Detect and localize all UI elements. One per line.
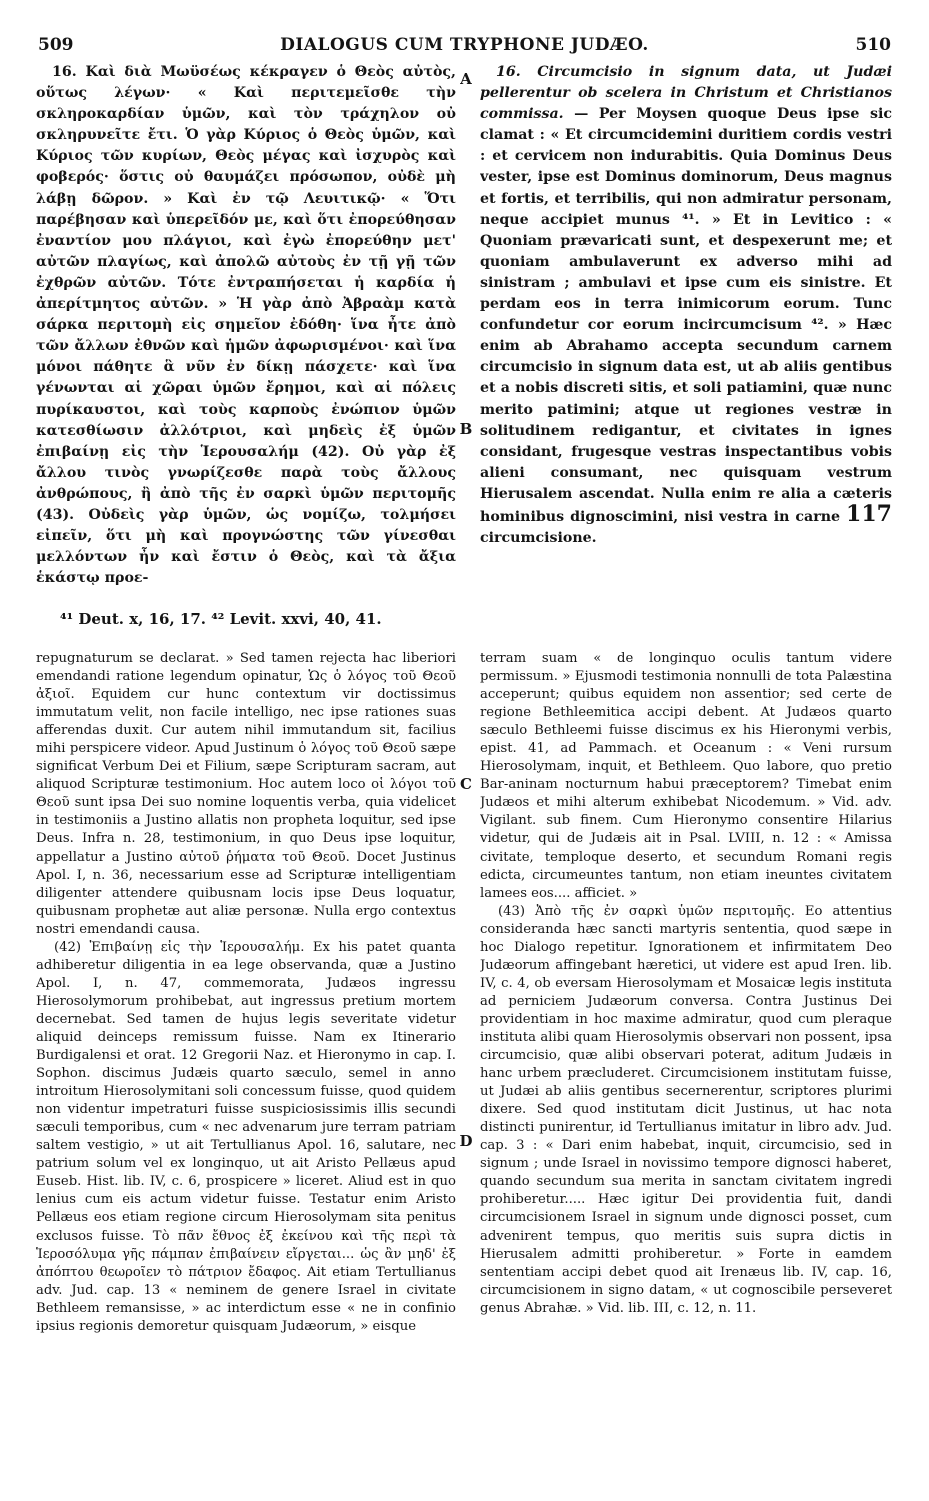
latin-paragraph — [480, 62, 892, 549]
commentary-paragraph: repugnaturum se declarat. » Sed tamen rejecta hac liberiori emendandi ratione legendum opinatur, Ὡς ὁ λόγος τοῦ Θεοῦ ἀξιοῖ. Equidem cur hunc contextum vir doctissimus immutatum velit, non facile intelligo, nec ipse rationes suas afferendas duxit. Cur autem nihil immutandum sit, facilius mihi perspicere videor. Apud Justinum ὁ λόγος τοῦ Θεοῦ sæpe significat Verbum Dei et Filium, sæpe Scripturam sacram, aut aliquod Scripturæ testimonium. Hoc autem loco οἱ λόγοι τοῦ Θεοῦ sunt ipsa Dei suo nomine loquentis verba, quia videlicet in testimoniis a Justino allatis non propheta loquitur, sed ipse Deus. Infra n. 28, testimonium, in quo Deus ipse loquitur, appellatur a Justino αὐτοῦ ῥήματα τοῦ Θεοῦ. Docet Justinus Apol. I, n. 36, necessarium esse ad Scripturæ intelligentiam diligenter attendere quibusnam locis ipse Deus loquatur, quibusnam prophetæ aut aliæ personæ. Nulla ergo contextus nostri emendandi causa. — [36, 651, 456, 937]
commentary-right-column — [480, 650, 892, 1495]
page-number-left: 509 — [38, 35, 74, 55]
latin-section-heading: 16. Circumcisio in signum data, ut Judæi pellerentur ob scelera in Christum et Christianos commissa. — [480, 64, 892, 123]
latin-body: — Per Moysen quoque Deus ipse sic clamat : « Et circumcidemini duritiem cordis vestri : et cervicem non indurabitis. Quia Dominus Deus vester, ipse est Dominus dominorum, Deus magnus et fortis, et terribilis, qui non admiratur personam, neque accipiet munus ⁴¹. » Et in Levitico : « Quoniam prævaricati sunt, et despexerunt me; et quoniam ambulaverunt ex adverso mihi ad sinistram ; ambulavi et ipse cum eis sinistre. Et perdam eos in terra inimicorum eorum. Tunc confundetur cor eorum incircumcisum ⁴². » Hæc enim ab Abrahamo accepta secundum carnem circumcisio in signum data est, ut ab aliis gentibus et a nobis discreti sitis, et soli patiamini, quæ nunc merito patimini; atque ut regiones vestræ in solitudinem redigantur, et civitates in ignes considant, frugesque vestras inspectantibus vobis alieni consumant, nec quisquam vestrum Hierusalem ascendat. Nulla enim re alia a cæteris hominibus dignoscimini, nisi vestra in carne — [480, 106, 892, 525]
commentary-paragraph: (43) Ἀπὸ τῆς ἐν σαρκὶ ὑμῶν περιτομῆς. Eo attentius consideranda hæc sancti martyris sententia, quod sæpe in hoc Dialogo repetitur. Ignorationem et infirmitatem Deo Judæorum affingebant hæretici, ut videre est apud Iren. lib. IV, c. 4, ob eversam Hierosolymam et Mosaicæ legis instituta ad perniciem Judæorum conversa. Contra Justinus Dei providentiam in hoc maxime admiratur, quod cum pleraque instituta alibi quam Hierosolymis observari non possent, ipsa circumcisio, quæ alibi observari poterat, aditum Judæis in hanc urbem præcluderet. Circumcisionem institutam fuisse, ut Judæi ab aliis gentibus secernerentur, scriptores plurimi dixere. Sed quod institutam dicit Justinus, ut hac nota distincti punirentur, id Tertullianus imitatur in libro adv. Jud. cap. 3 : « Dari enim habebat, inquit, circumcisio, sed in signum ; unde Israel in novissimo tempore dignosci haberet, quando secundum sua merita in sanctam civitatem ingredi prohiberetur..... Hæc igitur Dei providentia fuit, dandi circumcisionem Israel in signum unde dignosci posset, cum advenirent tempus, quo meritis suis supra dictis in Hierusalem admitti prohiberetur. » Forte in eamdem sententiam accipi debet quod ait Irenæus lib. IV, cap. 16, circumcisionem in signo datam, « ut cognoscibile perseveret genus Abrahæ. » Vid. lib. III, c. 12, n. 11. — [480, 903, 892, 1316]
margin-marker-c: C — [460, 775, 472, 793]
margin-marker-a: A — [460, 70, 472, 88]
footnote: ⁴¹ Deut. x, 16, 17. ⁴² Levit. xxvi, 40, 41. — [60, 610, 382, 628]
running-title: DIALOGUS CUM TRYPHONE JUDÆO. — [280, 35, 649, 55]
commentary-left-column — [36, 650, 456, 1495]
commentary-paragraph: (42) Ἐπιβαίνῃ εἰς τὴν Ἱερουσαλήμ. Ex his patet quanta adhiberetur diligentia in ea lege observanda, quæ a Justino Apol. I, n. 47, commemorata, Judæos ingressu Hierosolymorum prohibebat, aut ingressus pretium mortem decernebat. Sed tamen de hujus legis severitate videtur aliquid deinceps remissum fuisse. Nam ex Itinerario Burdigalensi et orat. 12 Gregorii Naz. et Hieronymo in cap. I. Sophon. discimus Judæis quarto sæculo, semel in anno introitum Hierosolymitani soli concessum fuisse, quod quidem non videntur impetraturi fuisse suspiciosissimis illis secundi sæculi temporibus, cum « nec advenarum jure terram patriam saltem vestigio, » ut ait Tertullianus Apol. 16, salutare, nec patrium solum vel ex longinquo, ut ait Aristo Pellæus apud Euseb. Hist. lib. IV, c. 6, prospicere » liceret. Aliud est in quo lenius cum eis actum videtur fuisse. Testatur enim Aristo Pellæus eos etiam regione circum Hierosolymam sita penitus exclusos fuisse. Τὸ πᾶν ἔθνος ἐξ ἐκείνου καὶ τῆς περὶ τὰ Ἱεροσόλυμα γῆς πάμπαν ἐπιβαίνειν εἴργεται... ὡς ἂν μηδ' ἐξ ἀπόπτου θεωροῖεν τὸ πάτριον ἔδαφος. Ait etiam Tertullianus adv. Jud. cap. 13 « neminem de genere Israel in civitate Bethleem remansisse, » ac interdictum esse « ne in confinio ipsius regionis demoretur quisquam Judæorum, » eisque — [36, 939, 456, 1334]
margin-marker-b: B — [459, 420, 473, 438]
latin-body-end: circumcisione. — [480, 530, 597, 547]
greek-text-column — [36, 62, 456, 597]
greek-paragraph: 16. Καὶ διὰ Μωϋσέως κέκραγεν ὁ Θεὸς αὐτὸς, οὕτως λέγων· « Καὶ περιτεμεῖσθε τὴν σκληροκαρδίαν ὑμῶν, καὶ τὸν τράχηλον οὐ σκληρυνεῖτε ἔτι. Ὁ γὰρ Κύριος ὁ Θεὸς ὑμῶν, καὶ Κύριος τῶν κυρίων, Θεὸς μέγας καὶ ἰσχυρὸς καὶ φοβερός· ὅστις οὐ θαυμάζει πρόσωπον, οὐδὲ μὴ λάβῃ δῶρον. » Καὶ ἐν τῷ Λευιτικῷ· « Ὅτι παρέβησαν καὶ ὑπερεῖδόν με, καὶ ὅτι ἐπορεύθησαν ἐναντίον μου πλάγιοι, καὶ ἐγὼ ἐπορεύθην μετ' αὐτῶν πλαγίως, καὶ ἀπολῶ αὐτοὺς ἐν τῇ γῇ τῶν ἐχθρῶν αὐτῶν. Τότε ἐντραπήσεται ἡ καρδία ἡ ἀπερίτμητος αὐτῶν. » Ἡ γὰρ ἀπὸ Ἀβραὰμ κατὰ σάρκα περιτομὴ εἰς σημεῖον ἐδόθη· ἵνα ἦτε ἀπὸ τῶν ἄλλων ἐθνῶν καὶ ἡμῶν ἀφωρισμένοι· καὶ ἵνα μόνοι πάθητε ἃ νῦν ἐν δίκῃ πάσχετε· καὶ ἵνα γένωνται αἱ χῶραι ὑμῶν ἔρημοι, καὶ αἱ πόλεις πυρίκαυστοι, καὶ τοὺς καρποὺς ἐνώπιον ὑμῶν κατεσθίωσιν ἀλλότριοι, καὶ μηδεὶς ἐξ ὑμῶν ἐπιβαίνῃ εἰς τὴν Ἱερουσαλήμ (42). Οὐ γὰρ ἐξ ἄλλου τινὸς γνωρίζεσθε παρὰ τοὺς ἄλλους ἀνθρώπους, ἢ ἀπὸ τῆς ἐν σαρκὶ ὑμῶν περιτομῆς (43). Οὐδεὶς γὰρ ὑμῶν, ὡς νομίζω, τολμήσει εἰπεῖν, ὅτι μὴ καὶ προγνώστης τῶν γίνεσθαι μελλόντων ἦν καὶ ἔστιν ὁ Θεὸς, καὶ τὰ ἄξια ἑκάστῳ προε- — [36, 64, 456, 587]
page-number-right: 510 — [855, 35, 891, 55]
margin-marker-d: D — [459, 1132, 473, 1150]
latin-text-column — [480, 62, 892, 597]
column-number-marker: 117 — [846, 500, 892, 527]
commentary-paragraph: terram suam « de longinquo oculis tantum videre permissum. » Ejusmodi testimonia nonnulli de tota Palæstina acceperunt; quibus equidem non assentior; sed certe de regione Bethleemitica accipi debent. At Judæos quarto sæculo Bethleemi fuisse discimus ex his Hieronymi verbis, epist. 41, ad Pammach. et Oceanum : « Veni rursum Hierosolymam, inquit, et Bethleem. Quo labore, quo pretio Bar-aninam nocturnum habui præceptorem? Timebat enim Judæos et mihi alterum exhibebat Nicodemum. » Vid. adv. Vigilant. sub finem. Cum Hieronymo consentire Hilarius videtur, qui de Judæis ait in Psal. LVIII, n. 12 : « Amissa civitate, temploque deserto, et secundum Romani regis edicta, circumeuntes tantum, non etiam ineuntes civitatem lamees eos.... afficiet. » — [480, 651, 892, 901]
